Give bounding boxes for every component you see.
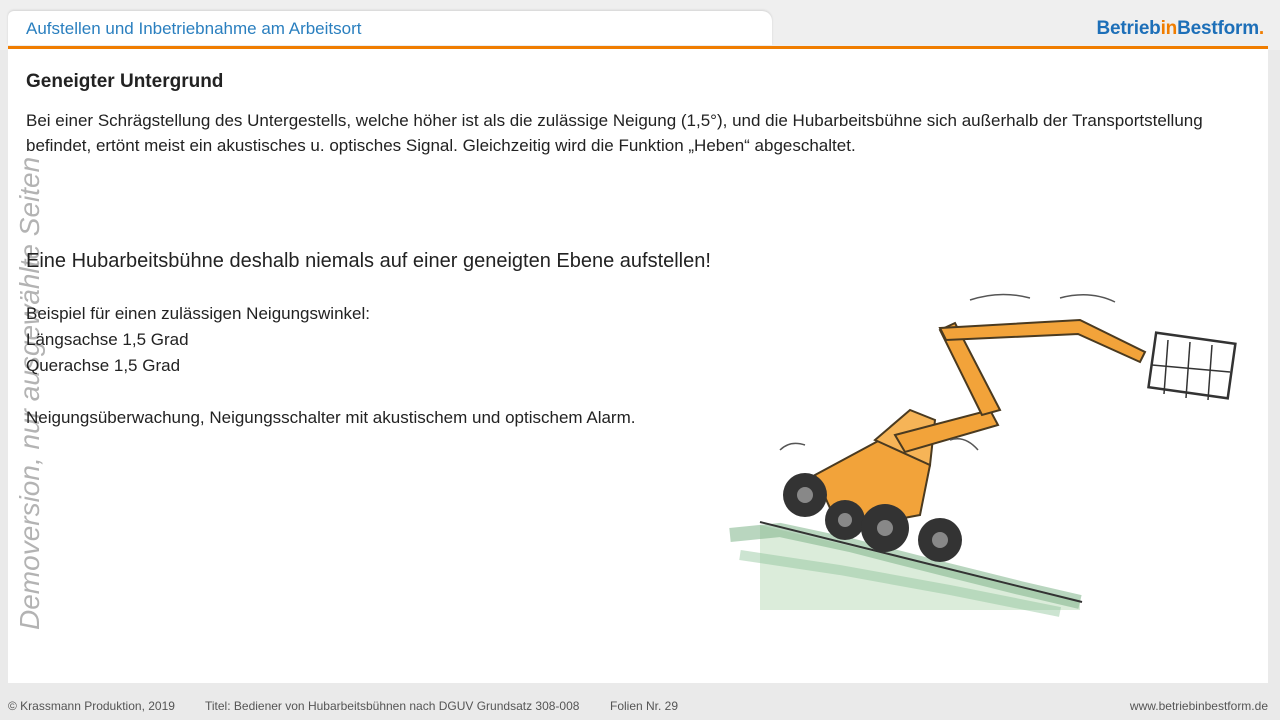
warning-text: Eine Hubarbeitsbühne deshalb niemals auf einer geneigten Ebene aufstellen! [26,250,711,272]
logo-part-bestform: Bestform [1177,18,1259,39]
brand-logo [1097,18,1264,40]
footer-copyright: © Krassmann Produktion, 2019 [8,699,175,713]
footer-website: www.betriebinbestform.de [1129,699,1268,713]
logo-part-dot: . [1258,18,1264,39]
example-line-transverse: Querachse 1,5 Grad [26,356,181,375]
logo-part-in: in [1160,18,1178,39]
content-paragraph: Bei einer Schrägstellung des Untergestells, welche höher ist als die zulässige Neigung (1,5°), und die Hubarbeitsbühne sich außerhalb der Transportstellung befindet, ertönt meist ein akustisches u. optisches Signal. Gleichzeitig wird die Funktion „Heben“ abgeschaltet. [26,111,1203,155]
slide-section-title: Aufstellen und Inbetriebnahme am Arbeitsort [26,19,362,38]
example-title: Beispiel für einen zulässigen Neigungswinkel: [26,304,370,323]
footer [0,690,1280,720]
logo-part-betrieb: Betrieb [1096,18,1161,39]
content-heading: Geneigter Untergrund [26,71,224,92]
footer-title: Titel: Bediener von Hubarbeitsbühnen nach DGUV Grundsatz 308-008 [205,699,580,713]
demo-watermark: Demoversion, nur ausgewählte Seiten [14,156,45,630]
header-divider [8,46,1268,49]
example-line-longitudinal: Längsachse 1,5 Grad [26,330,189,349]
footer-slide-number: Folien Nr. 29 [610,699,679,713]
monitoring-text: Neigungsüberwachung, Neigungsschalter mit akustischem und optischem Alarm. [26,408,636,427]
aerial-work-platform-illustration [720,290,1260,680]
